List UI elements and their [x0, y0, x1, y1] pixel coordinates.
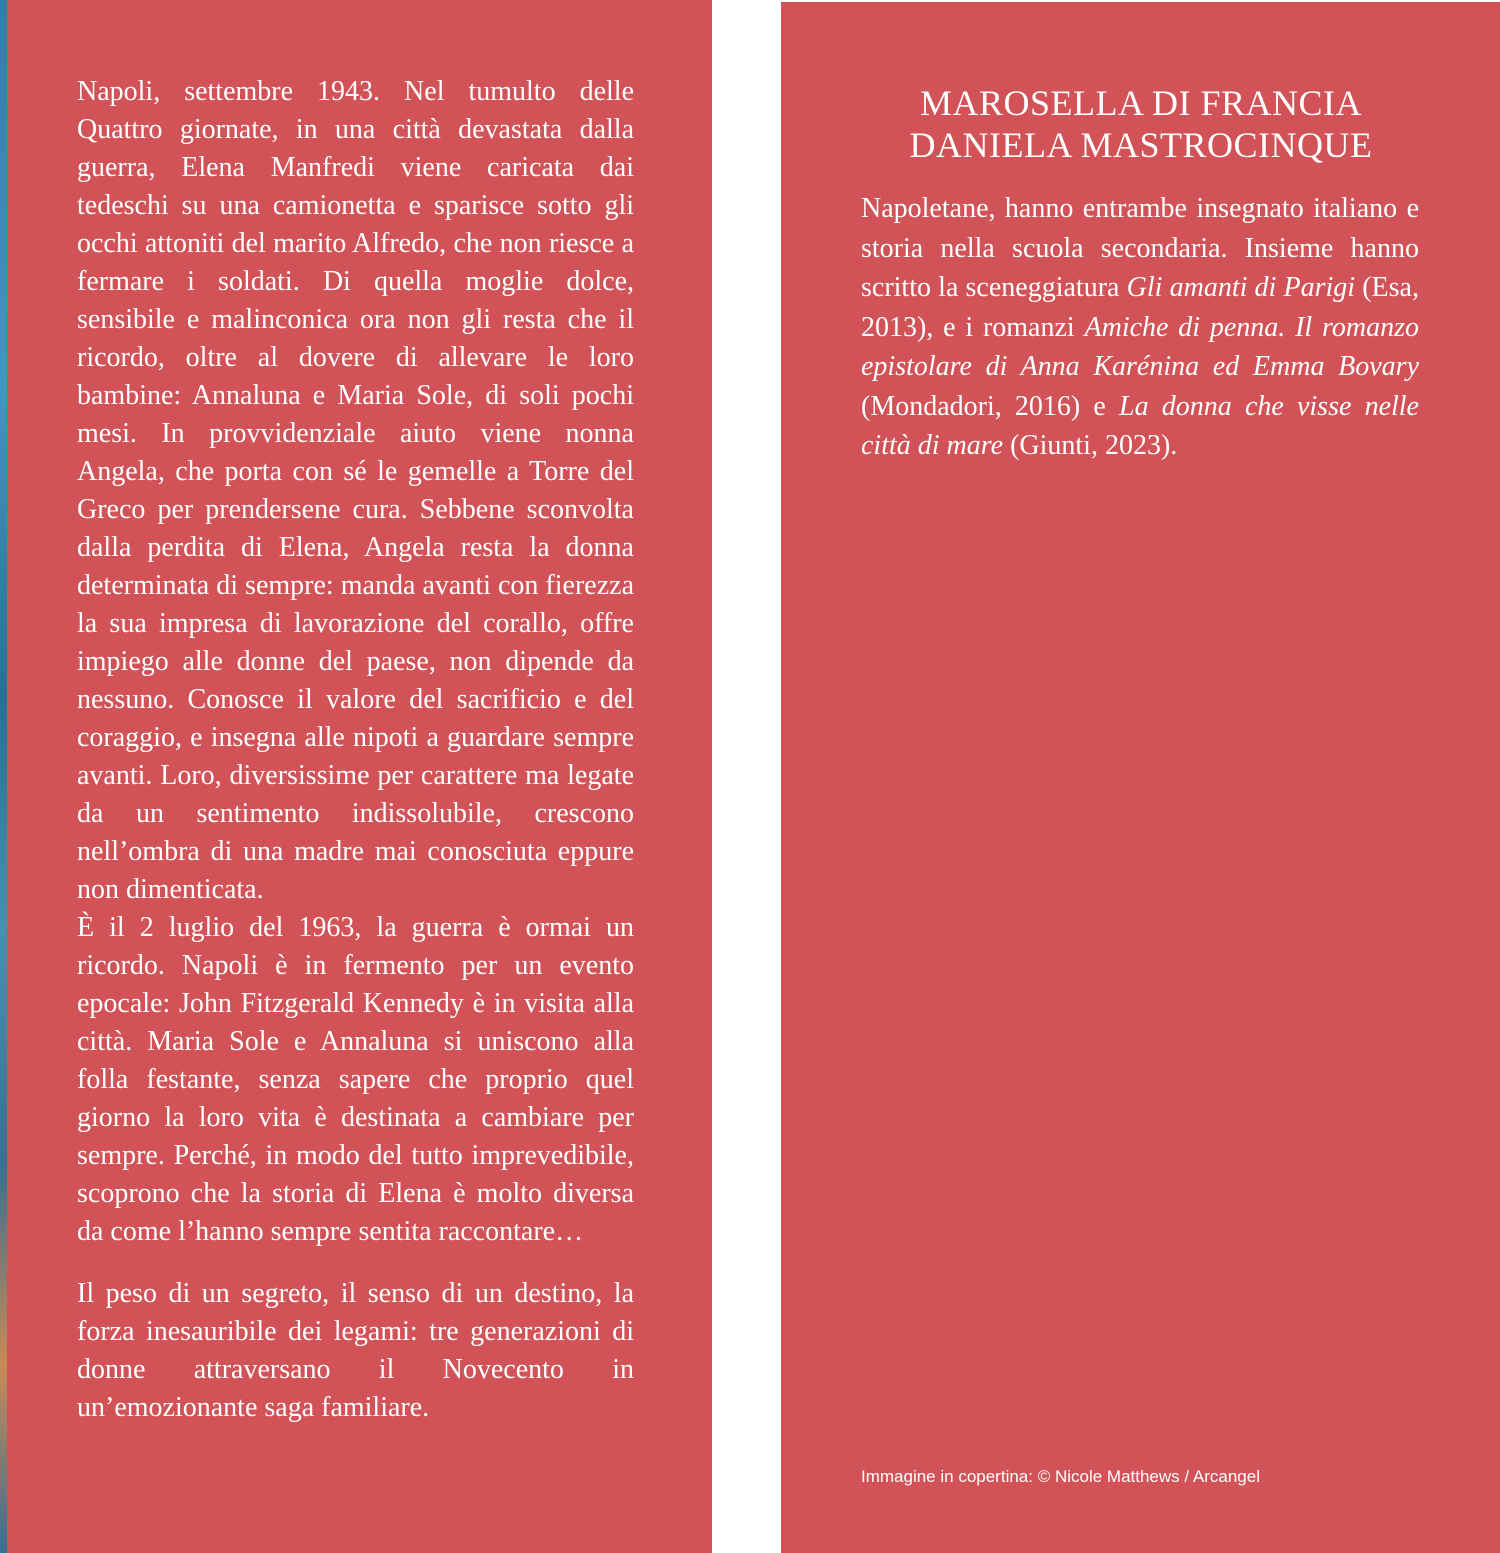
front-flap-panel — [781, 2, 1500, 1553]
synopsis-paragraph-1: Napoli, settembre 1943. Nel tumulto delle Quattro giornate, in una città devastata dalla guerra, Elena Manfredi viene caricata dai tedeschi su una camionetta e sparisce sotto gli occhi attoniti del marito Alfredo, che non riesce a fermare i soldati. Di quella moglie dolce, sensibile e malinconica ora non gli resta che il ricordo, oltre al dovere di allevare le loro bambine: Annaluna e Maria Sole, di soli pochi mesi. In provvidenziale aiuto viene nonna Angela, che porta con sé le gemelle a Torre del Greco per prendersene cura. Sebbene sconvolta dalla perdita di Elena, Angela resta la donna determinata di sempre: manda avanti con fierezza la sua impresa di lavorazione del corallo, offre impiego alle donne del paese, non dipende da nessuno. Conosce il valore del sacrificio e del coraggio, e insegna alle nipoti a guardare sempre avanti. Loro, diversissime per carattere ma legate da un sentimento indissolubile, crescono nell’ombra di una madre mai conosciuta eppure non dimenticata. — [77, 76, 634, 905]
bio-title-2: Amiche di penna. Il romanzo epistolare di Anna Karénina ed Emma Bovary — [861, 311, 1419, 382]
synopsis-paragraph-3: Il peso di un segreto, il senso di un destino, la forza inesauribile dei legami: tre generazioni di donne attraversano il Novecento in un’emozionante saga familiare. — [77, 1278, 634, 1423]
bio-end: (Giunti, 2023). — [1003, 430, 1178, 461]
bio-title-3: La donna che visse nelle città di mare — [861, 390, 1419, 461]
synopsis-text — [77, 73, 634, 1427]
author-name-2: DANIELA MASTROCINQUE — [909, 125, 1373, 165]
bio-title-1: Gli amanti di Parigi — [1126, 272, 1356, 303]
bio-mid-2: (Mondadori, 2016) e — [861, 390, 1120, 422]
bio-intro: Napoletane, hanno entrambe insegnato italiano e storia nella scuola secondaria. Insieme hanno scritto la sceneggiatura — [861, 193, 1419, 303]
back-flap-panel — [7, 0, 712, 1553]
author-bio — [861, 189, 1419, 466]
author-name-1: MAROSELLA DI FRANCIA — [919, 83, 1363, 123]
cover-image-edge — [0, 0, 7, 1553]
bio-mid-1: (Esa, 2013), e i romanzi — [861, 272, 1419, 343]
synopsis-paragraph-2: È il 2 luglio del 1963, la guerra è ormai un ricordo. Napoli è in fermento per un evento epocale: John Fitzgerald Kennedy è in visita alla città. Maria Sole e Annaluna si uniscono alla folla festante, senza sapere che proprio quel giorno la loro vita è destinata a cambiare per sempre. Perché, in modo del tutto imprevedibile, scoprono che la storia di Elena è molto diversa da come l’hanno sempre sentita raccontare… — [77, 912, 634, 1247]
cover-credit: Immagine in copertina: © Nicole Matthews / Arcangel — [861, 1467, 1260, 1486]
author-names — [861, 82, 1421, 166]
